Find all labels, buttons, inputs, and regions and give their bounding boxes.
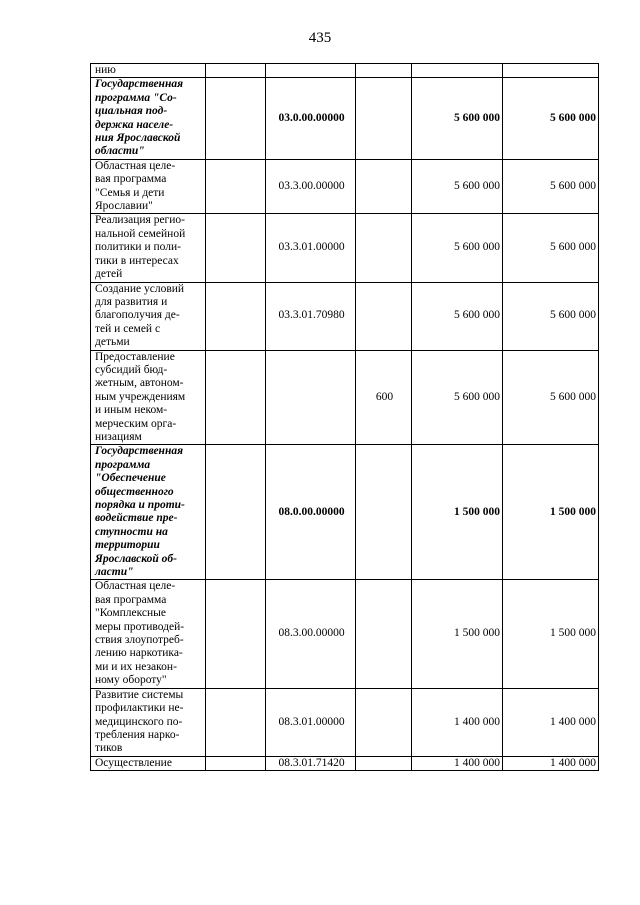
amount-year1-cell: 1 400 000 [412, 688, 503, 756]
table-row [91, 214, 599, 282]
item-name-line: общественного [95, 485, 174, 498]
item-name-line: "Семья и дети [95, 186, 165, 199]
empty-cell [206, 214, 266, 282]
table-row [91, 78, 599, 159]
target-code-cell [266, 64, 356, 78]
item-name-line: ным учреждениям [95, 390, 186, 403]
item-name-line: водействие пре- [95, 512, 178, 525]
expense-kind-cell [356, 159, 412, 214]
expense-kind-cell [356, 580, 412, 688]
item-name-cell [91, 580, 206, 688]
item-name-line: Реализация регио- [95, 214, 186, 227]
item-name-line: порядка и проти- [95, 499, 185, 511]
amount-year2-cell: 1 400 000 [503, 756, 599, 770]
item-name-line: Областная целе- [95, 159, 176, 172]
empty-cell [206, 350, 266, 445]
expense-kind-cell [356, 756, 412, 770]
item-name-line: Областная целе- [95, 580, 176, 593]
amount-year1-cell: 5 600 000 [412, 159, 503, 214]
item-name-line: вая программа [95, 593, 167, 606]
expense-kind-cell [356, 64, 412, 78]
item-name-line: медицинского по- [95, 715, 183, 728]
item-name-line: низациям [95, 430, 142, 443]
item-name-line: вая программа [95, 173, 167, 186]
empty-cell [206, 756, 266, 770]
item-name-line: детьми [95, 336, 130, 349]
amount-year2-cell: 1 500 000 [503, 580, 599, 688]
empty-cell [206, 688, 266, 756]
item-name-line: программа [95, 458, 151, 471]
amount-year2-cell: 1 400 000 [503, 688, 599, 756]
item-name-line: политики и поли- [95, 241, 181, 254]
item-name-line: лению наркотика- [95, 647, 183, 660]
item-name-line: ствия злоупотреб- [95, 634, 184, 647]
item-name-cell [91, 350, 206, 445]
empty-cell [206, 445, 266, 580]
item-name-line: Предоставление [95, 350, 175, 363]
table-row [91, 445, 599, 580]
item-name-line: программа "Со- [95, 91, 177, 104]
item-name-line: меры противодей- [95, 620, 185, 633]
page-number: 435 [308, 30, 332, 46]
item-name-line: субсидий бюд- [95, 363, 168, 376]
item-name-cell [91, 756, 206, 770]
item-name-line: тиков [95, 742, 123, 755]
target-code-cell: 03.3.01.70980 [266, 282, 356, 350]
item-name-line: детей [95, 268, 123, 281]
item-name-line: Государственная [95, 78, 183, 91]
item-name-cell [91, 445, 206, 580]
amount-year1-cell: 1 400 000 [412, 756, 503, 770]
table-row [91, 580, 599, 688]
empty-cell [206, 64, 266, 78]
item-name-line: профилактики не- [95, 702, 184, 715]
target-code-cell: 08.3.01.00000 [266, 688, 356, 756]
item-name-line: Создание условий [95, 282, 185, 295]
budget-table-body [91, 64, 599, 771]
item-name-line: ласти" [95, 566, 134, 579]
item-name-line: ступности на [95, 525, 168, 538]
item-name-line: "Комплексные [95, 607, 166, 620]
amount-year2-cell: 1 500 000 [503, 445, 599, 580]
item-name-line: ми и их незакон- [95, 660, 177, 673]
expense-kind-cell [356, 282, 412, 350]
item-name-line: ному обороту" [95, 674, 167, 687]
expense-kind-cell [356, 445, 412, 580]
expense-kind-cell: 600 [356, 350, 412, 445]
empty-cell [206, 580, 266, 688]
item-name-line: тики в интересах [95, 254, 179, 267]
item-name-line: территории [95, 539, 160, 552]
table-row [91, 350, 599, 445]
amount-year2-cell: 5 600 000 [503, 282, 599, 350]
item-name-line: Ярославии" [95, 200, 153, 213]
target-code-cell: 03.0.00.00000 [266, 78, 356, 159]
budget-table [90, 63, 599, 771]
item-name-line: Осуществление [95, 756, 172, 769]
item-name-line: жетным, автоном- [95, 377, 184, 390]
item-name-line: держка населе- [95, 118, 174, 131]
item-name-line: мерческим орга- [95, 417, 177, 430]
item-name-line: требления нарко- [95, 728, 180, 741]
item-name-line: "Обеспечение [95, 472, 166, 485]
amount-year2-cell: 5 600 000 [503, 159, 599, 214]
empty-cell [206, 159, 266, 214]
target-code-cell: 03.3.01.00000 [266, 214, 356, 282]
item-name-line: циальная под- [95, 105, 168, 118]
amount-year1-cell: 5 600 000 [412, 350, 503, 445]
target-code-cell: 03.3.00.00000 [266, 159, 356, 214]
target-code-cell [266, 350, 356, 445]
item-name-line: для развития и [95, 295, 168, 308]
amount-year2-cell: 5 600 000 [503, 350, 599, 445]
target-code-cell: 08.3.00.00000 [266, 580, 356, 688]
item-name-line: тей и семей с [95, 322, 161, 335]
table-row [91, 688, 599, 756]
amount-year2-cell [503, 64, 599, 78]
target-code-cell: 08.3.01.71420 [266, 756, 356, 770]
item-name-cell [91, 282, 206, 350]
amount-year1-cell: 5 600 000 [412, 214, 503, 282]
table-row [91, 159, 599, 214]
item-name-cell [91, 64, 206, 78]
table-row [91, 282, 599, 350]
amount-year1-cell: 1 500 000 [412, 445, 503, 580]
empty-cell [206, 78, 266, 159]
amount-year1-cell: 5 600 000 [412, 282, 503, 350]
empty-cell [206, 282, 266, 350]
target-code-cell: 08.0.00.00000 [266, 445, 356, 580]
expense-kind-cell [356, 688, 412, 756]
item-name-line: Ярославской об- [95, 552, 177, 565]
item-name-cell [91, 688, 206, 756]
item-name-line: и иным неком- [95, 404, 168, 417]
item-name-line: Развитие системы [95, 688, 184, 701]
amount-year1-cell: 1 500 000 [412, 580, 503, 688]
item-name-line: ния Ярославской [95, 132, 181, 145]
amount-year1-cell [412, 64, 503, 78]
item-name-line: благополучия де- [95, 309, 180, 322]
item-name-line: нию [95, 64, 116, 76]
item-name-cell [91, 159, 206, 214]
item-name-line: Государственная [95, 445, 183, 458]
table-row [91, 756, 599, 770]
expense-kind-cell [356, 78, 412, 159]
item-name-cell [91, 78, 206, 159]
item-name-cell [91, 214, 206, 282]
amount-year1-cell: 5 600 000 [412, 78, 503, 159]
amount-year2-cell: 5 600 000 [503, 214, 599, 282]
item-name-line: области" [95, 145, 145, 158]
table-row [91, 64, 599, 78]
expense-kind-cell [356, 214, 412, 282]
amount-year2-cell: 5 600 000 [503, 78, 599, 159]
item-name-line: нальной семейной [95, 227, 186, 240]
